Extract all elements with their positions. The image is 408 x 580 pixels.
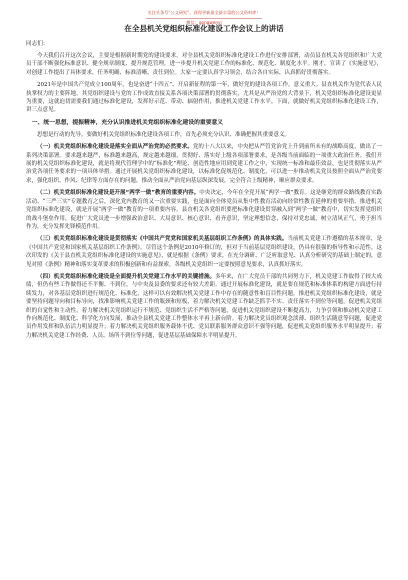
point-text: 当前机关党建工作遵循的基本规章，是《中国共产党党和国家机关基层组织工作条例》。尽管这个条例是2010年修订的，但对于当前基层党组织建设，仍具有很强的指导性和示范性。这次印发的《关于县直机关党组织标准化建设的实施意见》，就是根据《条例》要求，在充分调研、广泛听取意见、认真分析研究的基础上制定的，意见对照《条例》精神和落实变革要求的积极创新和有益探索。各级机关党组织一定要按照意见要求，认真抓好落实。 [26, 236, 382, 268]
point-label: （三）机关党组织标准化建设是贯彻落实《中国共产党党和国家机关基层组织工作条例》的具体实践。 [37, 236, 288, 243]
point-text: 中央决定，今年在全党开展“两学一做”教育。这是继党的群众路线教育实践活动、“三严三实”专题教育之后，深化党内教育的又一次重要实践，也是面向全体党员从集中性教育活动向经常性教育延伸的重要举措。推进机关党组织标准化建设，就是开展“两学一做”教育的一项重要内容。县直机关各党组织要把标准化建设贯穿融入到“两学一做”教育中，切实发挥党组织的战斗堡垒作用，促进广大党员进一步增强政治意识、大局意识、核心意识、看齐意识，坚定理想信念，保持对党忠诚，树立清风正气，勇于担当作为，充分发挥先锋模范作用。 [26, 190, 382, 230]
document-title: 在全县机关党组织标准化建设工作会议上的讲话 [124, 24, 284, 33]
point-label: （一）机关党组织标准化建设是落实全面从严治党的必然要求。 [37, 144, 193, 151]
header-banner: 关注头条号“公文研究”，获得更新最全最丰富的公文资料库！ 微信：gongwenyj [147, 10, 261, 25]
salutation: 同志们： [26, 41, 49, 47]
point-label: （四）机关党组织标准化建设是全面提升机关党建工作水平的关键措施。 [37, 273, 216, 280]
point-paragraph-1 [26, 143, 382, 185]
intro-paragraph-1: 今天我们召开这次会议，主要是根据新时期党的建设要求，对全县机关党组织标准化建设工作进行安排部署，动员县直机关各党组织和广大党员干部不断强化标准意识、健全规章制度、提升规范管理，进一步提升机关党建工作的标准化、规范化、制度化水平。刚才，宣读了《实施意见》，对创建工作提出了具体要求，任务明确、标准清晰、责任到位。大家一定要认真学习领会，结合各自实际，认真抓好贯彻落实。 [26, 53, 382, 76]
section-lead: 思想是行动的先导。要做好机关党组织标准化建设各项工作，首先必须充分认识、准确把握其重要意义。 [37, 131, 291, 138]
intro-paragraph-2: 2021年是中国共产党成立100周年，也是奋进“十四五”、开启新征程的第一年，做好党的建设各项工作，意义重大。县直机关作为党代表人民执掌权力的主要阵地，其党组织建设与党的工作成效直接关系各项决策部署的贯彻落实，尤其是从严治党的大背景下，机关党组织标准化建设更显为重要，这就迫切需要我们通过标准化建设，发挥好示范、带动、辐射作用，推进机关党建工作水平。下面，就做好机关党组织标准化建设工作，讲三点意见。 [26, 82, 382, 114]
point-paragraph-2 [26, 189, 382, 231]
point-paragraph-4 [26, 273, 382, 340]
point-paragraph-3 [26, 235, 382, 269]
point-text: 党的十八大以来，中央把从严管党治党上升到前所未有的战略高度，做出了一系列决策部署。要求越来越严，标准越来越高，规定越来越细，贯彻好、落实好上级各项部署要求，是各级当前面临的一项重大政治任务。我们开展的机关党组织标准化建设，就是将现代管理学中的“标准化”理论，创造性地应用到党建工作之中，实现统一标准和最佳效益，也是贯彻落实从严治党各项任务要求的一项具体举措。通过开展机关党组织标准化建设，以标准化促规范化、制度化，可以进一步推动机关党员按照全面从严治党要求，强化组织、作风、纪律等方面存在的问题，推动全面从严治党向基层纵深发展，完全符合上级精神，顺应群众要求。 [26, 144, 382, 184]
section-heading-1: 一、统一思想，提振精神，充分认识推进机关党组织标准化建设的重要意义 [31, 119, 224, 126]
point-text: 多年来，在广大党员干部的共同努力下，机关党建工作取得了较大成绩，但仍有些工作做得还不平衡、不到位，与中央及县委的要求还有较大差距。通过开展标准化建设，就是要在规范和标准体系的构建方面进行持续发力，对各基层党组织进行规范化、标准化，这样可以有效解决机关党建工作中存在的随意性和盲目性问题。推进机关党组织标准化建设，就是要坚持问题导向和目标导向，找准影响机关党建工作的瓶颈和短板，着力解决机关党建工作缺乏抓手不实、责任落实不到位等问题，促进机关党组织的自觉性和主动性，着力解决机关党组织运行不规范、党组织生活不严格等问题，促进机关党组织建设不断提高力，力争引领和推动机关党建工作向规范化、制度化、科学化方向发展，推动全县机关党建工作整体水平再上新台阶。着力解决党员组织观念淡薄、组织生活随意等问题，促进党员作用发挥和队伍活力明显提升；着力解决机关党组织服务载体不优、党员联系服务群众意识不强等问题，促进机关党组织服务水平明显提升；着力解决机关党建工作经费、人员、场所不到位等问题，促进基层基础保障水平明显提升。 [26, 273, 382, 339]
point-label: （二）机关党组织标准化建设是开展“两学一做”教育的重要内容。 [37, 190, 200, 197]
